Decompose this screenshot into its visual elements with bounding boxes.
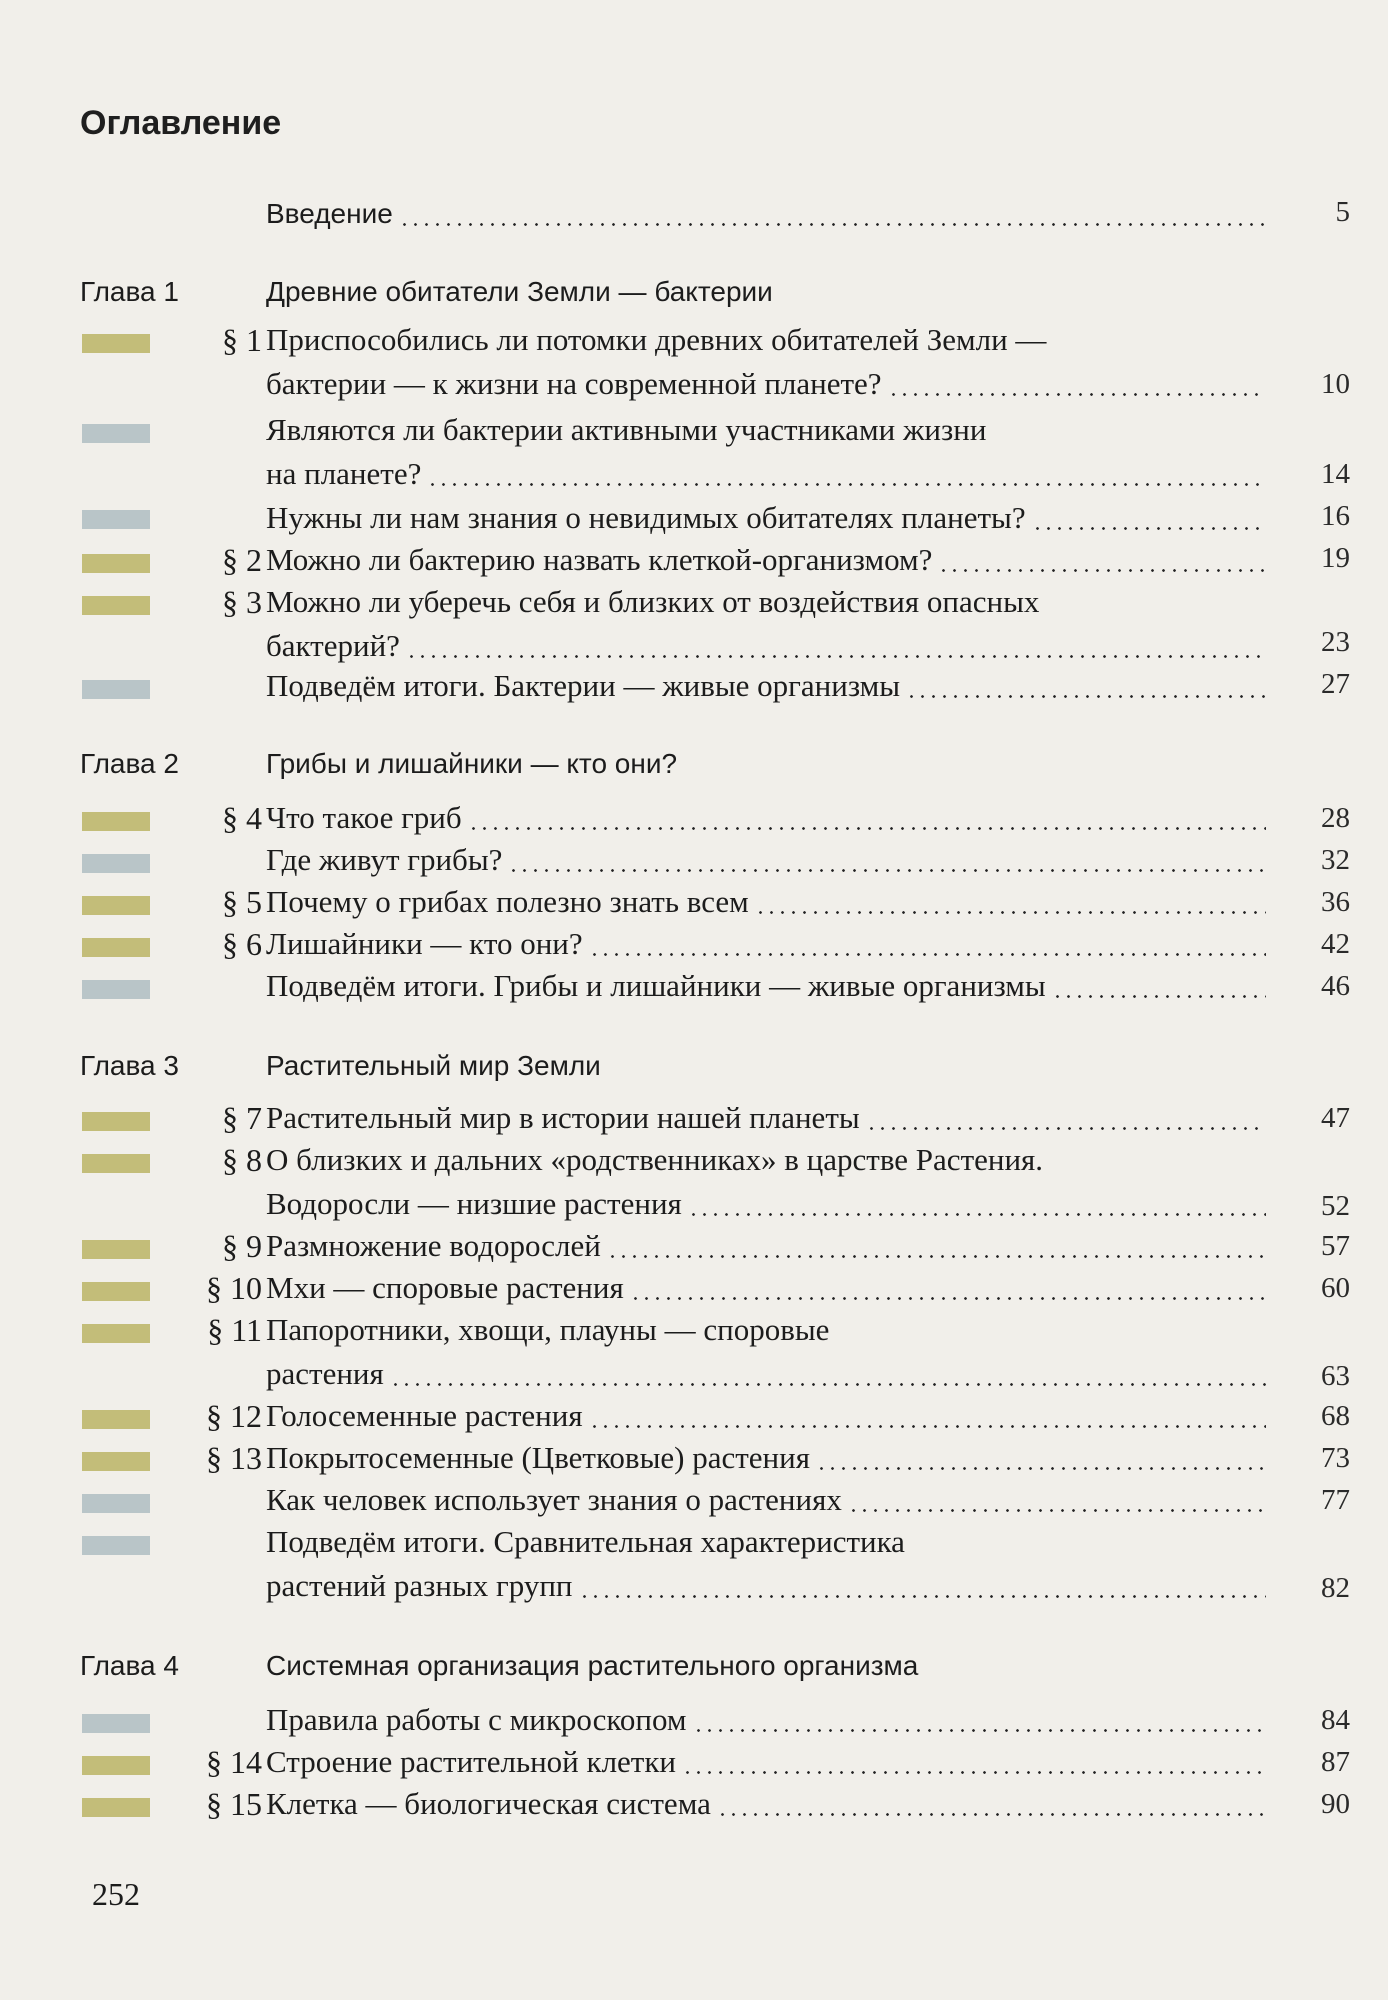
entry-page: 68 [1321,1400,1350,1432]
marker-swatch [82,1324,150,1343]
paragraph-number: § 1 [222,322,262,358]
marker-swatch [82,854,150,873]
entry-title: Мхи — споровые растения [266,1270,624,1305]
entry-title: Можно ли бактерию назвать клеткой-организмом? [266,542,933,577]
entry-title-cont: растения [266,1356,384,1391]
leader-dots [1032,527,1266,530]
leader-dots [682,1771,1266,1774]
paragraph-number: § 5 [222,884,262,920]
entry-page: 16 [1321,500,1350,532]
entry-title: Являются ли бактерии активными участниками жизни [266,412,987,447]
entry-title-cont: бактерий? [266,628,400,663]
marker-swatch [82,1756,150,1775]
marker-swatch [82,896,150,915]
chapter-title: Грибы и лишайники — кто они? [266,748,678,779]
chapter-title: Древние обитатели Земли — бактерии [266,276,773,307]
marker-swatch [82,1282,150,1301]
paragraph-number: § 11 [207,1312,262,1348]
entry-page: 60 [1321,1272,1350,1304]
paragraph-number: § 3 [222,584,262,620]
page-number: 252 [92,1876,140,1912]
leader-dots [688,1213,1266,1216]
marker-swatch [82,1240,150,1259]
entry-title: Лишайники — кто они? [266,926,583,961]
marker-swatch [82,1154,150,1173]
leader-dots [579,1595,1266,1598]
marker-swatch [82,938,150,957]
entry-title-cont: Водоросли — низшие растения [266,1186,682,1221]
entry-title: Строение растительной клетки [266,1744,677,1779]
entry-page: 47 [1321,1102,1350,1134]
chapter-label: Глава 2 [80,748,179,779]
entry-title: Почему о грибах полезно знать всем [266,884,749,919]
paragraph-number: § 13 [206,1440,262,1476]
marker-swatch [82,680,150,699]
leader-dots [630,1297,1266,1300]
entry-title: Растительный мир в истории нашей планеты [266,1100,860,1135]
entry-title: О близких и дальних «родственниках» в царстве Растения. [266,1142,1044,1177]
entry-page: 90 [1321,1788,1350,1820]
entry-title: Голосеменные растения [266,1398,583,1433]
marker-swatch [82,1798,150,1817]
leader-dots [508,869,1266,872]
entry-title: Приспособились ли потомки древних обитателей Земли — [266,322,1047,357]
marker-swatch [82,334,150,353]
leader-dots [693,1729,1266,1732]
toc-heading: Оглавление [80,104,282,142]
entry-title: Нужны ли нам знания о невидимых обитателях планеты? [266,500,1026,535]
paragraph-number: § 10 [206,1270,262,1306]
entry-page: 46 [1321,970,1350,1002]
paragraph-number: § 14 [206,1744,262,1780]
leader-dots [906,695,1266,698]
entry-page: 42 [1321,928,1350,960]
entry-title: Как человек использует знания о растениях [266,1482,842,1517]
entry-page: 87 [1321,1746,1350,1778]
leader-dots [406,655,1266,658]
paragraph-number: § 15 [206,1786,262,1822]
leader-dots [717,1813,1266,1816]
leader-dots [816,1467,1266,1470]
entry-title: Правила работы с микроскопом [266,1702,687,1737]
entry-title: Подведём итоги. Сравнительная характеристика [266,1524,905,1559]
entry-page: 73 [1321,1442,1350,1474]
paragraph-number: § 9 [222,1228,262,1264]
paragraph-number: § 6 [222,926,262,962]
entry-title: Папоротники, хвощи, плауны — споровые [266,1312,830,1347]
entry-line [266,192,1266,236]
entry-page: 77 [1321,1484,1350,1516]
leader-dots [589,953,1266,956]
leader-dots [1052,995,1266,998]
chapter-label: Глава 4 [80,1650,179,1681]
entry-page: 82 [1321,1572,1350,1604]
marker-swatch [82,980,150,999]
marker-swatch [82,812,150,831]
marker-swatch [82,1112,150,1131]
leader-dots [607,1255,1266,1258]
marker-swatch [82,510,150,529]
paragraph-number: § 12 [206,1398,262,1434]
entry-title: Введение [266,198,393,229]
entry-title-cont: на планете? [266,456,422,491]
entry-title: Покрытосеменные (Цветковые) растения [266,1440,810,1475]
entry-page: 63 [1321,1360,1350,1392]
chapter-title: Растительный мир Земли [266,1050,601,1081]
marker-swatch [82,554,150,573]
entry-page: 23 [1321,626,1350,658]
entry-page: 19 [1321,542,1350,574]
entry-page: 52 [1321,1190,1350,1222]
leader-dots [888,393,1266,396]
entry-title-cont: бактерии — к жизни на современной планете? [266,366,882,401]
marker-swatch [82,596,150,615]
leader-dots [938,569,1266,572]
entry-title: Что такое гриб [266,800,462,835]
entry-page: 14 [1321,458,1350,490]
leader-dots [589,1425,1266,1428]
entry-page: 10 [1321,368,1350,400]
paragraph-number: § 7 [222,1100,262,1136]
leader-dots [390,1383,1266,1386]
entry-page: 84 [1321,1704,1350,1736]
chapter-label: Глава 3 [80,1050,179,1081]
paragraph-number: § 8 [222,1142,262,1178]
leader-dots [399,223,1266,226]
leader-dots [468,827,1266,830]
entry-page: 57 [1321,1230,1350,1262]
entry-title: Размножение водорослей [266,1228,601,1263]
marker-swatch [82,1452,150,1471]
entry-title: Можно ли уберечь себя и близких от воздействия опасных [266,584,1040,619]
marker-swatch [82,1714,150,1733]
entry-page: 32 [1321,844,1350,876]
entry-title: Где живут грибы? [266,842,503,877]
entry-title: Подведём итоги. Бактерии — живые организмы [266,668,901,703]
entry-page: 27 [1321,668,1350,700]
chapter-label: Глава 1 [80,276,179,307]
entry-page: 36 [1321,886,1350,918]
entry-title: Клетка — биологическая система [266,1786,711,1821]
entry-title-cont: растений разных групп [266,1568,573,1603]
entry-page: 28 [1321,802,1350,834]
leader-dots [755,911,1266,914]
marker-swatch [82,1410,150,1429]
leader-dots [848,1509,1266,1512]
entry-title: Подведём итоги. Грибы и лишайники — живые организмы [266,968,1046,1003]
leader-dots [866,1127,1266,1130]
marker-swatch [82,1494,150,1513]
paragraph-number: § 2 [222,542,262,578]
marker-swatch [82,424,150,443]
chapter-title: Системная организация растительного организма [266,1650,919,1681]
leader-dots [427,483,1266,486]
paragraph-number: § 4 [222,800,262,836]
marker-swatch [82,1536,150,1555]
entry-page: 5 [1335,196,1350,228]
